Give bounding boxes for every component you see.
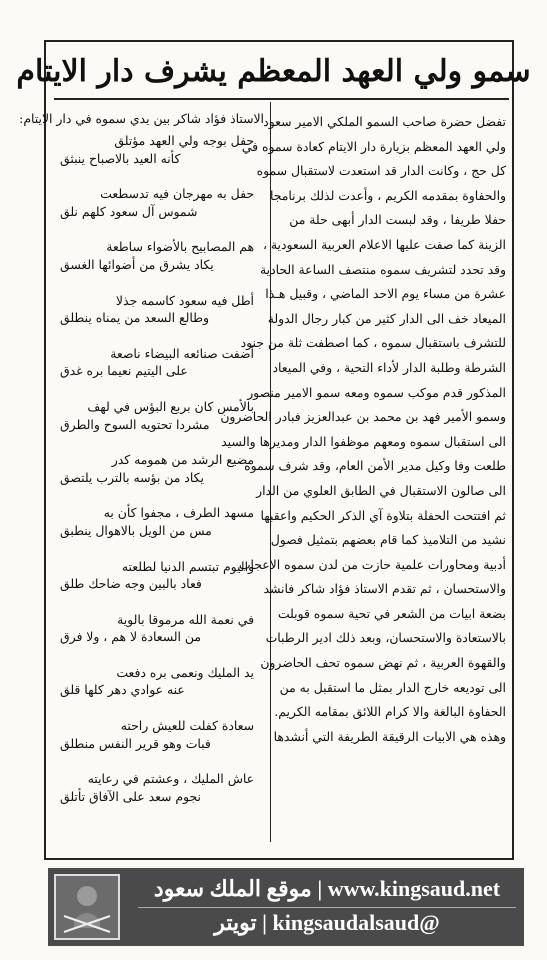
article-line: بالاستعادة والاستحسان، وبعد ذلك ادير الرطبات bbox=[265, 630, 506, 646]
verse-first-half: أضفت صنائعه البيضاء ناصعة bbox=[110, 345, 254, 361]
article-line: للتشرف باستقبال سموه ، كما اصطفت ثلة من جنود bbox=[240, 335, 506, 351]
article-line: كل حج ، وكانت الدار قد استعدت لاستقبال سموه bbox=[256, 163, 506, 179]
article-line: الى استقبال سموه ومعهم موظفوا الدار ومديرها والسيد bbox=[221, 433, 506, 449]
footer-site-line[interactable]: موقع الملك سعود | www.kingsaud.net bbox=[153, 876, 501, 901]
poem-column bbox=[19, 110, 264, 823]
article-line: عشرة من مساء يوم الاحد الماضي ، وقبيل هـذا bbox=[265, 286, 506, 302]
verse-second-half: مشردا تحتويه السوح والطرق bbox=[60, 416, 210, 432]
article-line: الى صالون الاستقبال في الطابق العلوي من الدار bbox=[256, 482, 506, 498]
verse-gap bbox=[54, 274, 264, 292]
verse-gap bbox=[54, 486, 264, 504]
verse-gap bbox=[54, 433, 264, 451]
verse-second-half: فبات وهو قرير النفس منطلق bbox=[60, 735, 211, 751]
king-portrait-logo bbox=[54, 874, 120, 940]
verse-gap bbox=[54, 646, 264, 664]
article-line: حفلا طريفا ، وقد لبست الدار أبهى حلة من bbox=[289, 212, 506, 228]
verse-first-half: مضيع الرشد من همومه كدر bbox=[111, 452, 254, 468]
article-body bbox=[220, 110, 506, 749]
article-line: الزينة كما صفت عليها الاعلام العربية السعودية ، bbox=[262, 236, 506, 252]
verse-gap bbox=[54, 805, 264, 823]
article-line: المذكور قدم موكب سموه ومعه سمو الامير منصور bbox=[247, 384, 506, 400]
article-line: الميعاد خف الى الدار كثير من كبار رجال الدولة bbox=[267, 310, 506, 326]
article-line: والاستحسان ، ثم تقدم الاستاذ فؤاد شاكر فانشد bbox=[263, 581, 506, 597]
verse-second-half: شموس آل سعود كلهم نلق bbox=[60, 203, 198, 219]
verse-second-half: نجوم سعد على الآفاق تأتلق bbox=[60, 788, 201, 804]
verse-first-half: سعادة كفلت للعيش راحته bbox=[120, 718, 254, 734]
verse-gap bbox=[54, 380, 264, 398]
verse-first-half: حفل به مهرجان فيه تدسطعت bbox=[100, 186, 254, 202]
verse-first-half: واليوم تبتسم الدنيا لطلعته bbox=[121, 558, 254, 574]
site-footer bbox=[48, 868, 524, 946]
verse-first-half: يد المليك ونعمى بره دفعت bbox=[116, 664, 254, 680]
verse-gap bbox=[54, 540, 264, 558]
verse-gap bbox=[54, 167, 264, 185]
article-line: وقد تحدد لتشريف سموه منتصف الساعة الحادية bbox=[260, 261, 506, 277]
verse-second-half: كأنه العيد بالاصباح ينبثق bbox=[60, 150, 181, 166]
verse-second-half: فعاد بالبين وجه ضاحك طلق bbox=[60, 576, 202, 592]
headline: سمو ولي العهد المعظم يشرف دار الايتام bbox=[16, 54, 531, 89]
verse-first-half: بالأمس كان بربع البؤس في لهف bbox=[87, 398, 254, 414]
verse-first-half: عاش المليك ، وعشتم في رعايته bbox=[87, 771, 254, 787]
verse-gap bbox=[54, 220, 264, 238]
headline-rule bbox=[54, 98, 509, 100]
poem-heading: الاستاذ فؤاد شاكر بين يدي سموه في دار الايتام: bbox=[19, 111, 264, 126]
article-line: والحفاوة بمقدمه الكريم ، وأعدت لذلك برنامجا bbox=[269, 187, 506, 203]
verse-first-half: أطل فيه سعود كاسمه جذلا bbox=[115, 292, 254, 308]
article-line: طلعت وفا وكيل مدير الأمن العام، وقد شرف سموه bbox=[244, 458, 506, 474]
verse-second-half: يكاد يشرق من أضوائها الغسق bbox=[60, 256, 214, 272]
footer-twitter-line[interactable]: تويتر | kingsaudalsaud@ bbox=[214, 910, 440, 935]
article-line: نشيد من التلاميذ كما قام بعضهم بتمثيل فصول bbox=[270, 532, 506, 548]
verse-second-half: من السعادة لا هم ، ولا فرق bbox=[60, 629, 202, 645]
verse-first-half: مسهد الطرف ، مجفوا كأن به bbox=[103, 505, 254, 521]
verse-gap bbox=[54, 752, 264, 770]
article-line: ثم افتتحت الحفلة بتلاوة آي الذكر الحكيم واعقبها bbox=[260, 507, 506, 523]
verse-second-half: مس من الويل بالاهوال ينطبق bbox=[60, 522, 212, 538]
article-line: الشرطة وطلبة الدار لأداء التحية ، وفي الميعاد bbox=[272, 359, 506, 375]
verse-second-half: يكاد من بؤسه بالترب يلتصق bbox=[60, 469, 204, 485]
verse-first-half: حفل بوجه ولي العهد مؤتلق bbox=[114, 133, 254, 148]
verse-gap bbox=[54, 593, 264, 611]
verse-second-half: على اليتيم نعيما بره غدق bbox=[60, 363, 188, 379]
article-line: والقهوة العربية ، ثم نهض سموه تحف الحاضرون bbox=[260, 655, 506, 671]
article-line: وهذه هي الابيات الرقيقة الطريفة التي أنشدها bbox=[273, 728, 506, 744]
verse-first-half: في نعمة الله مرموقا بالوية bbox=[117, 611, 254, 627]
footer-divider bbox=[138, 907, 516, 908]
crossed-swords-palm-icon bbox=[56, 876, 118, 938]
poem-verses bbox=[54, 132, 264, 823]
article-line: الحفاوة البالغة والا كرام اللائق بمقامه الكريم. bbox=[274, 704, 506, 720]
article-line: أدبية ومحاورات علمية حازت من لدن سموه الاعجاب bbox=[238, 556, 506, 572]
article-line: بضعة ابيات من الشعر في تحية سموه قوبلت bbox=[277, 605, 506, 621]
verse-second-half: وطالع السعد من يمناه ينطلق bbox=[60, 310, 209, 326]
article-line: الى توديعه خارج الدار بمثل ما استقبل به من bbox=[279, 679, 506, 695]
verse-second-half: عنه عوادي دهر كلها قلق bbox=[60, 682, 185, 698]
verse-first-half: هم المصابيح بالأضواء ساطعة bbox=[106, 239, 254, 255]
verse-gap bbox=[54, 327, 264, 345]
article-line: وسمو الأمير فهد بن محمد بن عبدالعزيز فبادر الحاضرون bbox=[220, 409, 506, 425]
verse-gap bbox=[54, 699, 264, 717]
article-line: تفضل حضرة صاحب السمو الملكي الامير سعود bbox=[263, 114, 506, 129]
article-line: ولي العهد المعظم بزيارة دار الايتام كعادة سموه في bbox=[241, 138, 506, 154]
